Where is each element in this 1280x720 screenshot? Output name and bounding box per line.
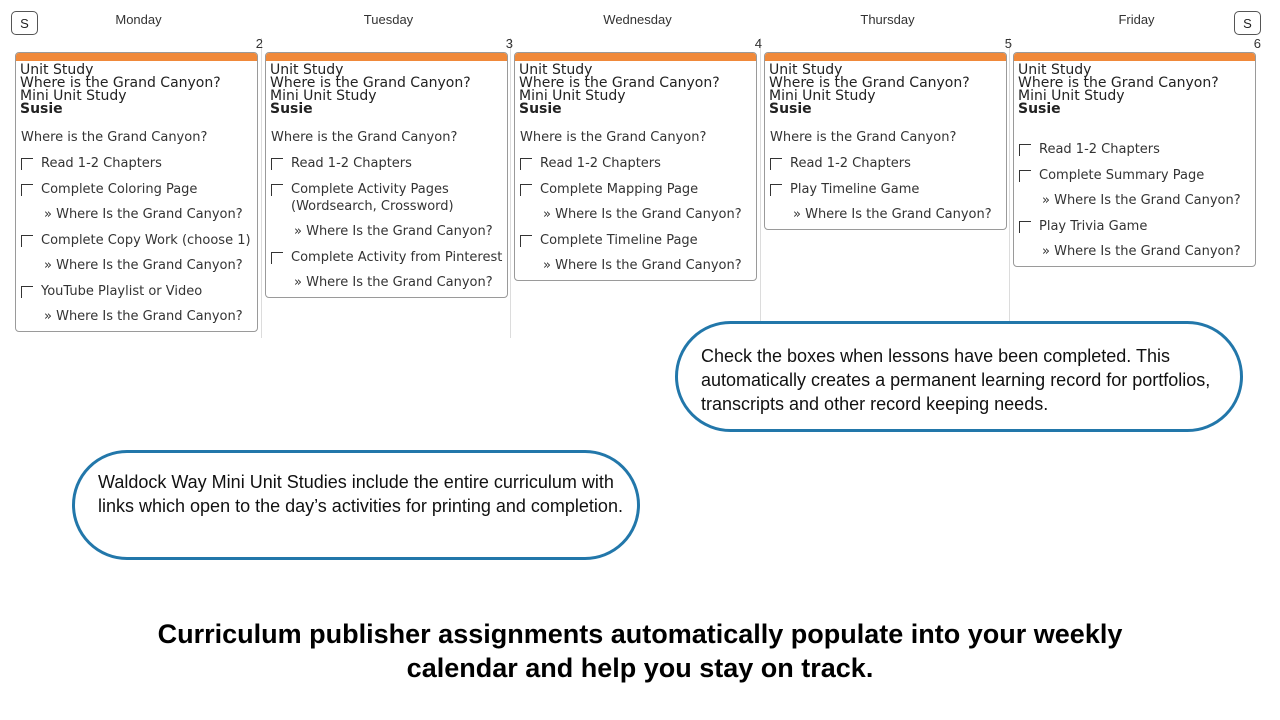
task-item — [270, 181, 503, 215]
task-resource-link[interactable]: » Where Is the Grand Canyon? — [793, 207, 992, 222]
card-title: Where is the Grand Canyon? Mini Unit Study — [20, 75, 221, 104]
assignment-card[interactable] — [514, 52, 757, 281]
callout-checkbox-info — [675, 321, 1243, 432]
section-title: Where is the Grand Canyon? — [520, 130, 707, 145]
task-resource-link[interactable]: » Where Is the Grand Canyon? — [294, 224, 493, 239]
task-resource-link[interactable]: » Where Is the Grand Canyon? — [44, 207, 243, 222]
task-checkbox[interactable] — [520, 184, 532, 196]
task-label: Play Timeline Game — [790, 182, 920, 197]
task-resource-link[interactable]: » Where Is the Grand Canyon? — [1042, 244, 1241, 259]
card-body — [515, 61, 756, 280]
task-item — [519, 155, 752, 172]
task-checkbox[interactable] — [21, 286, 33, 298]
day-name: Tuesday — [363, 12, 414, 27]
day-number: 3 — [505, 36, 513, 51]
task-checkbox[interactable] — [271, 184, 283, 196]
card-body — [266, 61, 507, 297]
task-label: Complete Coloring Page — [41, 182, 198, 197]
student-name: Susie — [519, 101, 562, 117]
card-header — [20, 64, 253, 116]
task-label: Play Trivia Game — [1039, 219, 1148, 234]
next-week-button[interactable]: S — [1234, 11, 1261, 35]
card-color-bar — [515, 53, 756, 61]
task-label: Read 1-2 Chapters — [540, 156, 661, 171]
task-label: Read 1-2 Chapters — [1039, 142, 1160, 157]
task-item — [20, 283, 253, 300]
section-title: Where is the Grand Canyon? — [770, 130, 957, 145]
card-type: Unit Study — [519, 62, 593, 78]
task-checkbox[interactable] — [770, 158, 782, 170]
student-name: Susie — [20, 101, 63, 117]
assignment-card[interactable] — [15, 52, 258, 332]
task-resource-link[interactable]: » Where Is the Grand Canyon? — [543, 258, 742, 273]
task-checkbox[interactable] — [21, 184, 33, 196]
day-name: Wednesday — [603, 12, 672, 27]
student-name: Susie — [270, 101, 313, 117]
card-color-bar — [1014, 53, 1255, 61]
card-title: Where is the Grand Canyon? Mini Unit Study — [519, 75, 720, 104]
task-label: Read 1-2 Chapters — [790, 156, 911, 171]
card-title: Where is the Grand Canyon? Mini Unit Study — [1018, 75, 1219, 104]
assignment-card[interactable] — [1013, 52, 1256, 267]
card-color-bar — [765, 53, 1006, 61]
task-item — [270, 249, 503, 266]
task-resource-link[interactable]: » Where Is the Grand Canyon? — [294, 275, 493, 290]
card-body — [1014, 61, 1255, 266]
task-label: YouTube Playlist or Video — [41, 284, 203, 299]
task-checkbox[interactable] — [520, 158, 532, 170]
day-number: 5 — [1004, 36, 1012, 51]
task-checkbox[interactable] — [1019, 221, 1031, 233]
card-color-bar — [16, 53, 257, 61]
section-spacer — [1018, 116, 1251, 132]
card-title: Where is the Grand Canyon? Mini Unit Study — [769, 75, 970, 104]
card-type: Unit Study — [769, 62, 843, 78]
student-name: Susie — [1018, 101, 1061, 117]
task-item — [1018, 167, 1251, 184]
task-item — [769, 155, 1002, 172]
assignment-card[interactable] — [265, 52, 508, 298]
card-body — [765, 61, 1006, 229]
task-item — [20, 155, 253, 172]
column-divider — [261, 38, 262, 338]
card-header — [270, 64, 503, 116]
task-label: Complete Activity Pages (Wordsearch, Crossword) — [291, 182, 454, 214]
previous-week-button[interactable]: S — [11, 11, 38, 35]
day-number: 6 — [1253, 36, 1261, 51]
footer-headline — [0, 617, 1280, 685]
task-item — [519, 181, 752, 198]
task-label: Complete Copy Work (choose 1) — [41, 233, 251, 248]
card-body — [16, 61, 257, 331]
day-name: Thursday — [860, 12, 915, 27]
card-type: Unit Study — [20, 62, 94, 78]
card-type: Unit Study — [270, 62, 344, 78]
task-resource-link[interactable]: » Where Is the Grand Canyon? — [44, 309, 243, 324]
task-label: Complete Summary Page — [1039, 168, 1205, 183]
callout-curriculum-info-text: Waldock Way Mini Unit Studies include the entire curriculum with links which open to the day’s activities for printing and completion. — [98, 472, 623, 516]
section-title: Where is the Grand Canyon? — [271, 130, 458, 145]
task-resource-link[interactable]: » Where Is the Grand Canyon? — [1042, 193, 1241, 208]
task-checkbox[interactable] — [21, 235, 33, 247]
task-checkbox[interactable] — [1019, 144, 1031, 156]
card-header — [769, 64, 1002, 116]
task-item — [1018, 141, 1251, 158]
card-header — [1018, 64, 1251, 116]
student-name: Susie — [769, 101, 812, 117]
column-divider — [1009, 38, 1010, 338]
task-label: Complete Activity from Pinterest — [291, 250, 503, 265]
task-item — [519, 232, 752, 249]
card-color-bar — [266, 53, 507, 61]
day-number: 4 — [754, 36, 762, 51]
day-number: 2 — [255, 36, 263, 51]
task-item — [20, 232, 253, 249]
callout-checkbox-info-text: Check the boxes when lessons have been completed. This automatically creates a permanent learning record for portfolios, transcripts and other record keeping needs. — [701, 346, 1211, 414]
task-label: Complete Mapping Page — [540, 182, 699, 197]
task-item — [1018, 218, 1251, 235]
column-divider — [760, 38, 761, 338]
task-item — [270, 155, 503, 172]
task-item — [20, 181, 253, 198]
footer-headline-line-1: Curriculum publisher assignments automatically populate into your weekly — [157, 619, 1123, 649]
task-checkbox[interactable] — [1019, 170, 1031, 182]
card-title: Where is the Grand Canyon? Mini Unit Study — [270, 75, 471, 104]
assignment-card[interactable] — [764, 52, 1007, 230]
task-label: Complete Timeline Page — [540, 233, 698, 248]
task-resource-link[interactable]: » Where Is the Grand Canyon? — [543, 207, 742, 222]
day-name: Monday — [115, 12, 162, 27]
task-checkbox[interactable] — [770, 184, 782, 196]
day-name: Friday — [1118, 12, 1155, 27]
section-title: Where is the Grand Canyon? — [21, 130, 208, 145]
task-label: Read 1-2 Chapters — [41, 156, 162, 171]
callout-curriculum-info — [72, 450, 640, 560]
task-checkbox[interactable] — [271, 158, 283, 170]
task-checkbox[interactable] — [21, 158, 33, 170]
task-label: Read 1-2 Chapters — [291, 156, 412, 171]
column-divider — [510, 38, 511, 338]
task-resource-link[interactable]: » Where Is the Grand Canyon? — [44, 258, 243, 273]
card-header — [519, 64, 752, 116]
footer-headline-line-2: calendar and help you stay on track. — [406, 653, 874, 683]
task-checkbox[interactable] — [271, 252, 283, 264]
task-item — [769, 181, 1002, 198]
card-type: Unit Study — [1018, 62, 1092, 78]
task-checkbox[interactable] — [520, 235, 532, 247]
